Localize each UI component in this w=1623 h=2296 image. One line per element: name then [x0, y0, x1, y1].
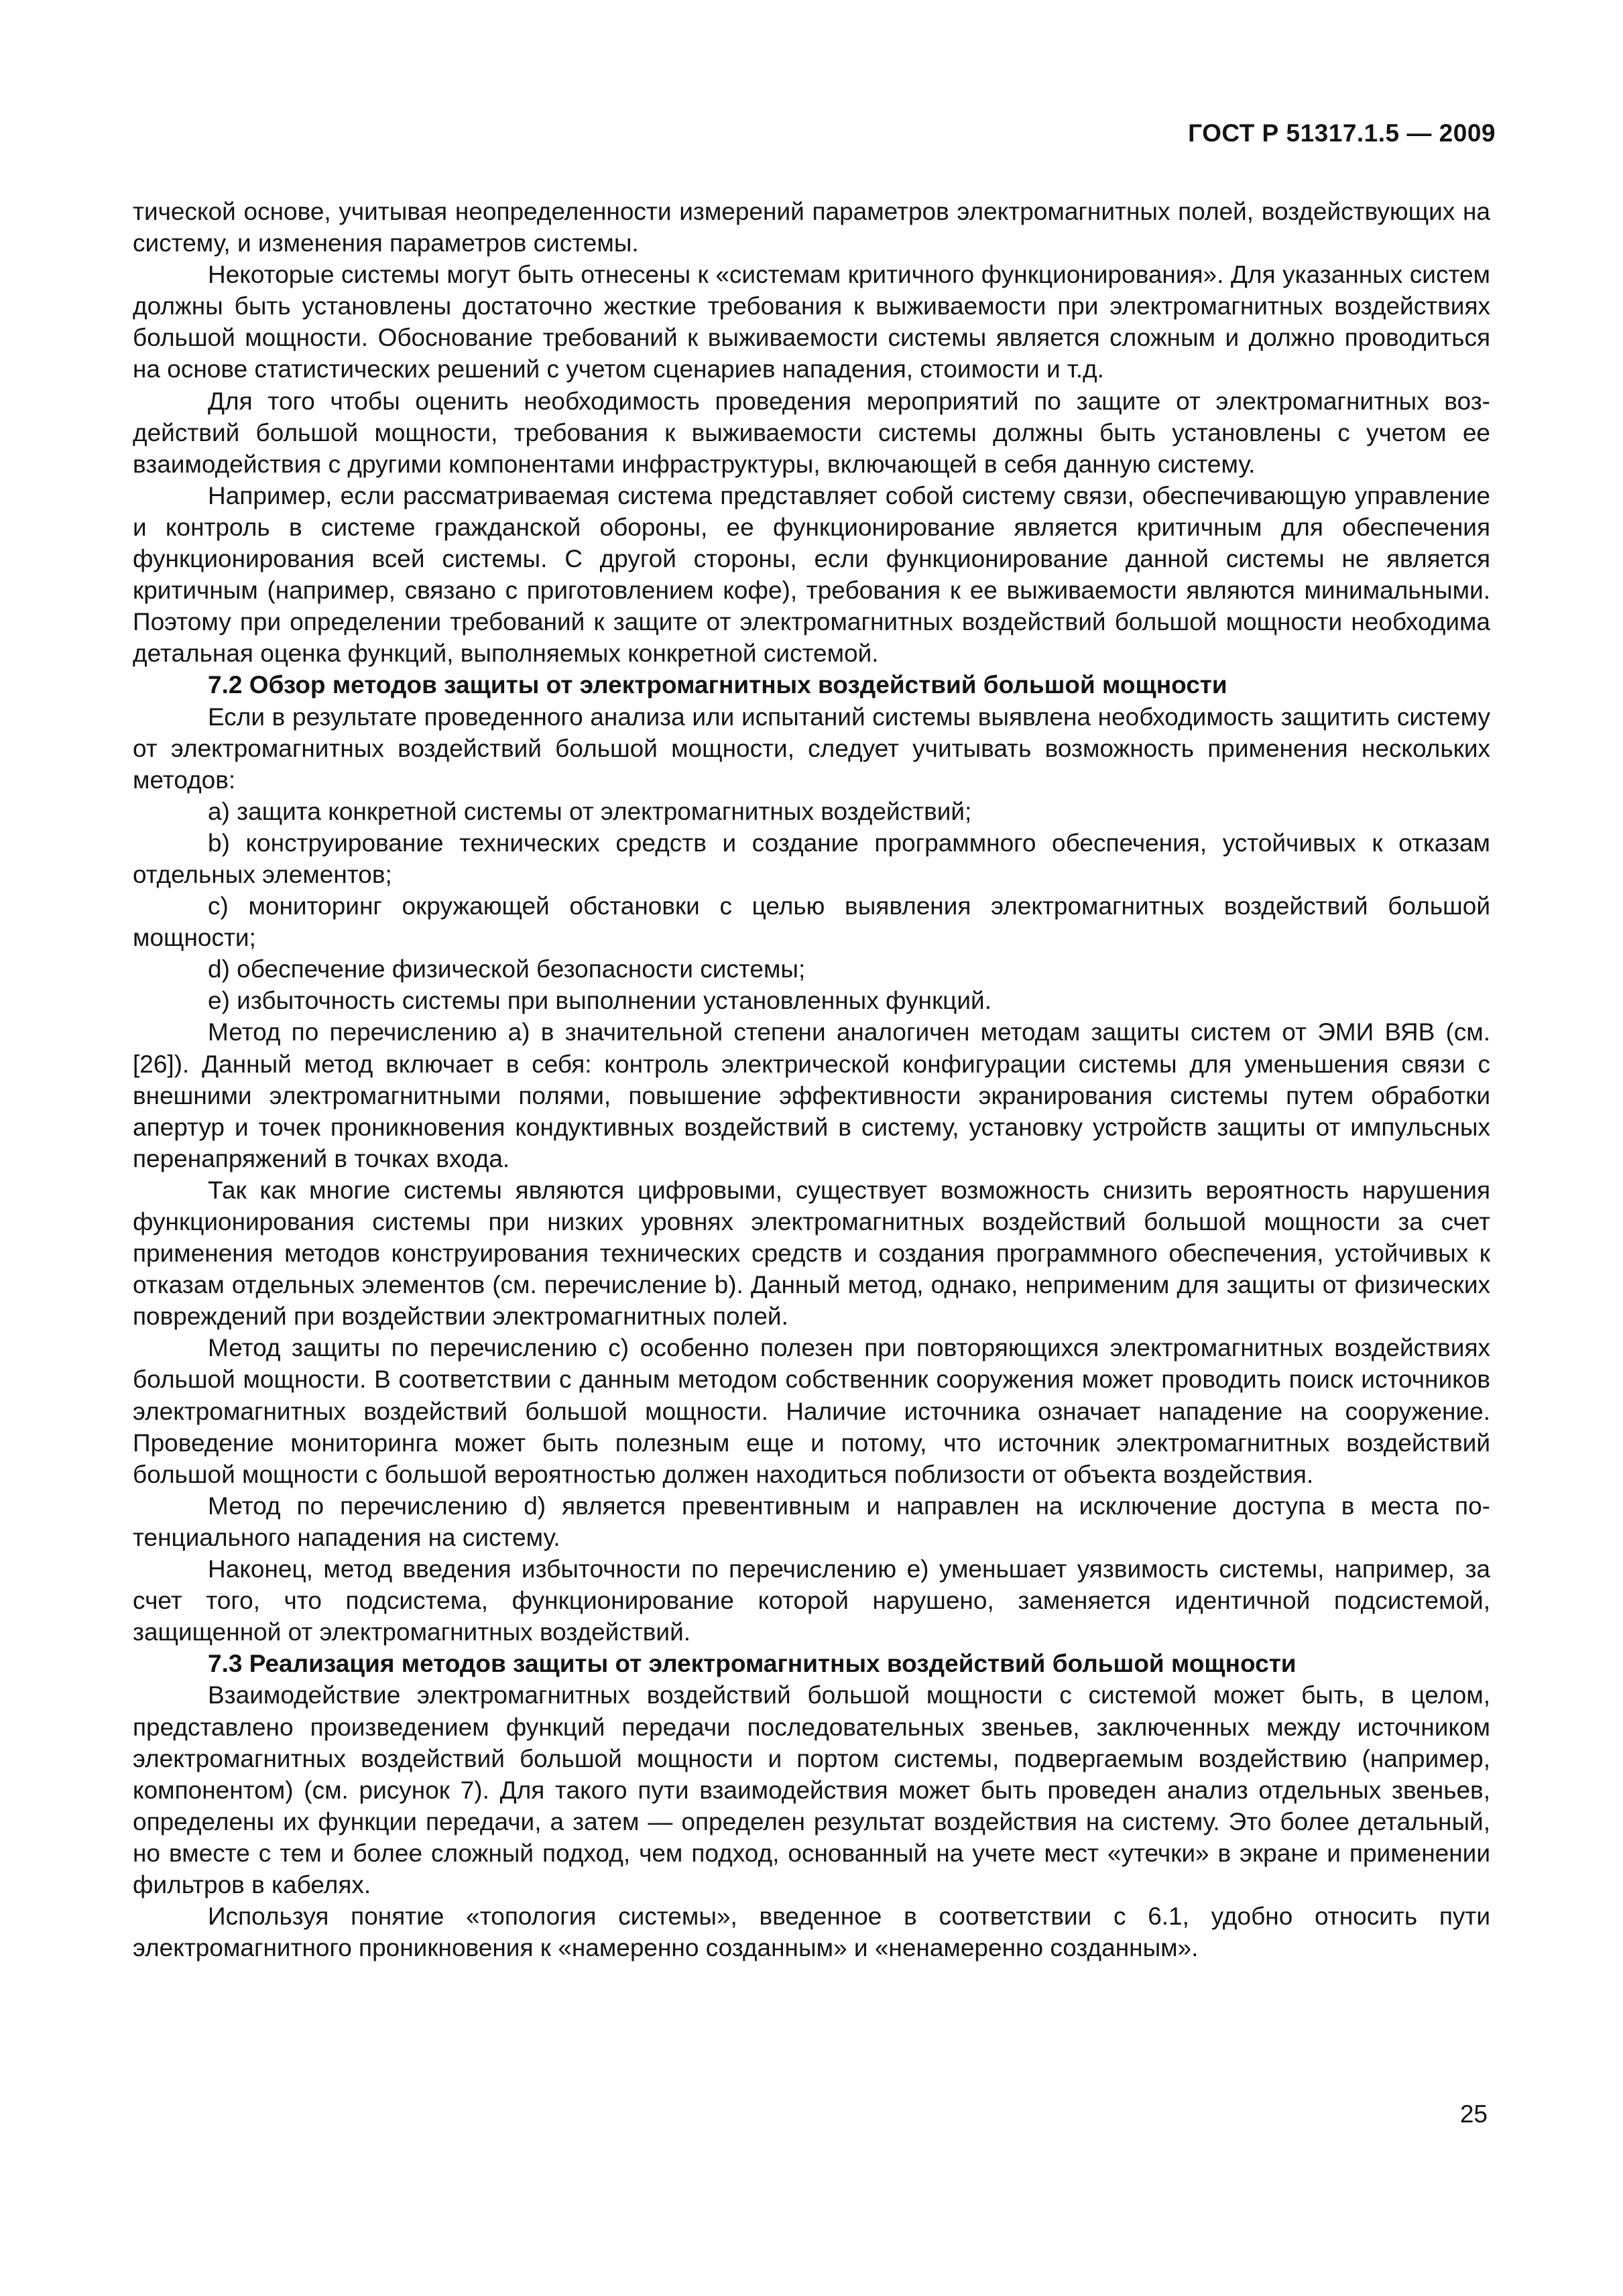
list-item-a: a) защита конкретной системы от электромагнитных воздействий;	[208, 797, 972, 825]
paragraph: Для того чтобы оценить необходимость проведения мероприятий по защите от электромагнитных воздействий большой мощности, требования к выживаемости системы должны быть установлены с учетом ее взаимодействия с другими компонентами инфраструктуры, включающей в себя данную систему.	[133, 387, 1490, 478]
paragraph: Метод по перечислению d) является превентивным и направлен на исключение доступа в места потенциального нападения на систему.	[133, 1492, 1490, 1551]
page-number: 25	[1459, 2100, 1488, 2128]
paragraph: Метод защиты по перечислению с) особенно полезен при повторяющихся электромагнитных воздействиях большой мощности. В соответствии с данным методом собственник сооружения может проводить поиск источников электромагнитных воздействий большой мощности. Наличие источника означает нападение на сооружение. Проведение мониторинга может быть полезным еще и потому, что источник электромагнитных воздействий большой мощности с большой вероятностью должен находиться поблизости от объекта воздействия.	[133, 1334, 1490, 1488]
list-item-c: c) мониторинг окружающей обстановки с целью выявления электромагнитных воздействий большой мощности;	[133, 892, 1490, 952]
paragraph: Метод по перечислению а) в значительной степени аналогичен методам защиты систем от ЭМИ ВЯВ (см. [26]). Данный метод включает в себя: контроль электрической конфигурации системы для уменьшения связи с внешними электромагнитными полями, повышение эффективности экранирования системы путем обработки апертур и точек проникновения кондуктивных воздействий в систему, установку устройств защиты от импульсных перенапряжений в точках входа.	[133, 1018, 1490, 1172]
paragraph: Так как многие системы являются цифровыми, существует возможность снизить вероятность нарушения функционирования системы при низких уровнях электромагнитных воздействий большой мощности за счет применения методов конструирования технических средств и создания программного обеспечения, устойчивых к отказам отдельных элементов (см. перечисление b). Данный метод, однако, неприменим для защиты от физических повреждений при воздействии электромагнитных полей.	[133, 1176, 1490, 1331]
paragraph: Если в результате проведенного анализа или испытаний системы выявлена необходимость защитить систему от электромагнитных воздействий большой мощности, следует учитывать возможность применения нескольких методов:	[133, 703, 1490, 794]
section-heading-7-2: 7.2 Обзор методов защиты от электромагнитных воздействий большой мощности	[208, 671, 1227, 699]
document-body	[133, 196, 1490, 1963]
list-item-b: b) конструирование технических средств и создание программного обеспечения, устойчивых к отказам отдельных элементов;	[133, 829, 1490, 888]
list-item-d: d) обеспечение физической безопасности системы;	[208, 955, 806, 983]
paragraph: Используя понятие «топология системы», введенное в соответствии с 6.1, удобно относить пути электромагнитного проникновения к «намеренно созданным» и «ненамеренно созданным».	[133, 1902, 1490, 1962]
paragraph: Наконец, метод введения избыточности по перечислению е) уменьшает уязвимость системы, например, за счет того, что подсистема, функционирование которой нарушено, заменяется идентичной подсистемой, защищенной от электромагнитных воздействий.	[133, 1555, 1490, 1646]
section-heading-7-3: 7.3 Реализация методов защиты от электромагнитных воздействий большой мощности	[208, 1650, 1297, 1678]
paragraph-continuation: тической основе, учитывая неопределенности измерений параметров электромагнитных полей, воздействующих на систему, и изменения параметров системы.	[133, 198, 1490, 257]
paragraph: Некоторые системы могут быть отнесены к «системам критичного функционирования». Для указанных систем должны быть установлены достаточно жесткие требования к выживаемости при электромагнитных воздействиях большой мощности. Обоснование требований к выживаемости системы является сложным и должно проводиться на основе статистических решений с учетом сценариев нападения, стоимости и т.д.	[133, 261, 1490, 383]
document-header: ГОСТ Р 51317.1.5 — 2009	[1188, 119, 1496, 147]
paragraph: Взаимодействие электромагнитных воздействий большой мощности с системой может быть, в целом, представлено произведением функций передачи последовательных звеньев, заключенных между источником электромагнитных воздействий большой мощности и портом системы, подвергаемым воздействию (например, компонентом) (см. рисунок 7). Для такого пути взаимодействия может быть проведен анализ отдельных звеньев, определены их функции передачи, а затем — определен результат воздействия на систему. Это более детальный, но вместе с тем и более сложный подход, чем подход, основанный на учете мест «утечки» в экране и применении фильтров в кабелях.	[133, 1681, 1490, 1898]
paragraph: Например, если рассматриваемая система представляет собой систему связи, обеспечивающую управление и контроль в системе гражданской обороны, ее функционирование является критичным для обеспечения функционирования всей системы. С другой стороны, если функционирование данной системы не является критичным (например, связано с приготовлением кофе), требования к ее выживаемости являются минимальными. Поэтому при определении требований к защите от электромагнитных воздействий большой мощности необходима детальная оценка функций, выполняемых конкретной системой.	[133, 481, 1490, 668]
list-item-e: e) избыточность системы при выполнении установленных функций.	[208, 987, 991, 1015]
